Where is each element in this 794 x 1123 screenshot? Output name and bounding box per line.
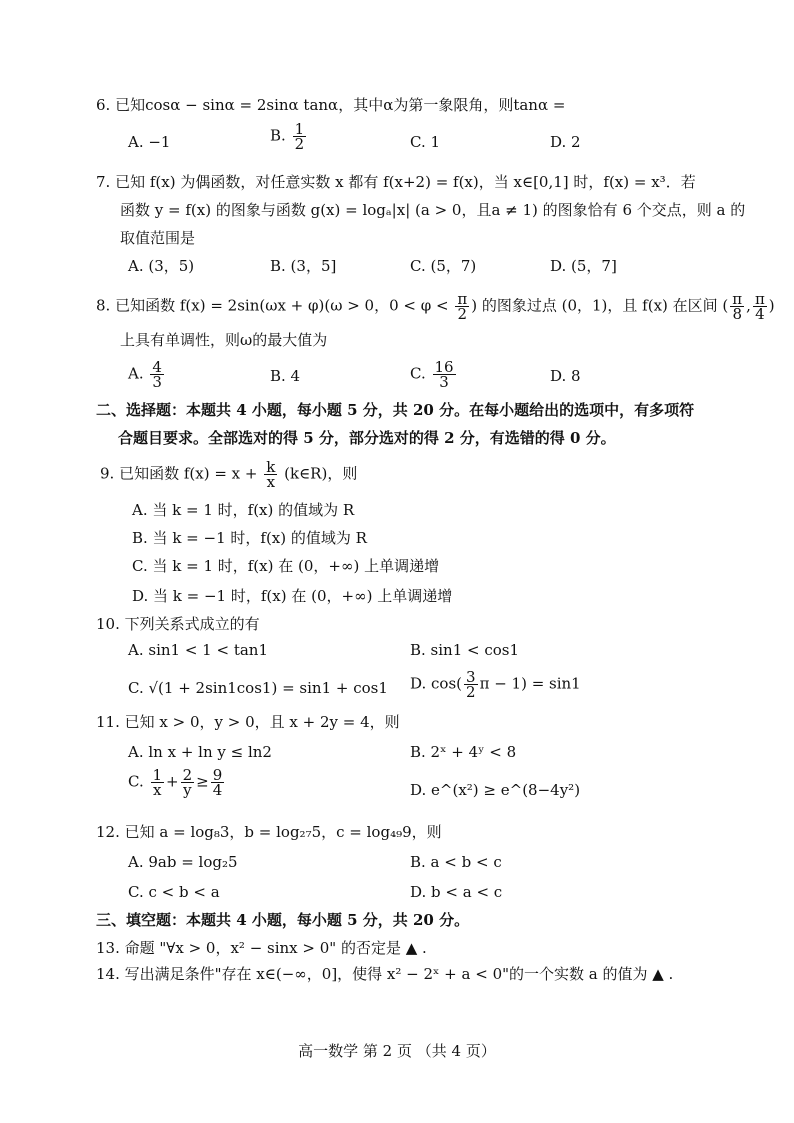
q12-option-b: B. a < b < c	[410, 853, 502, 871]
q12-option-c: C. c < b < a	[128, 883, 220, 901]
q10-option-d-part-a: D. cos(	[410, 674, 463, 693]
q10-stem: 10. 下列关系式成立的有	[96, 615, 260, 633]
fraction-numerator: 4	[152, 358, 162, 376]
fraction-numerator: 9	[212, 766, 223, 784]
q7-option-a: A. (3，5)	[128, 257, 195, 275]
q8-option-d: D. 8	[550, 367, 581, 385]
q11-option-c-fraction-3	[211, 768, 225, 797]
fraction-numerator: 3	[466, 668, 476, 686]
q7-line-2: 函数 y = f(x) 的图象与函数 g(x) = logₐ|x| (a > 0，且a ≠ 1) 的图象恰有 6 个交点，则 a 的	[120, 201, 746, 219]
q6-stem: 6. 已知cosα − sinα = 2sinα tanα，其中α为第一象限角，则tanα =	[96, 96, 566, 114]
fraction-numerator: 16	[434, 358, 454, 376]
q12-stem: 12. 已知 a = log₈3，b = log₂₇5，c = log₄₉9，则	[96, 823, 442, 841]
q11-option-c-ge: ≥	[196, 772, 209, 791]
q8-option-c	[410, 360, 458, 389]
q11-stem: 11. 已知 x > 0，y > 0，且 x + 2y = 4，则	[96, 713, 400, 731]
fraction-denominator: 2	[457, 305, 468, 323]
q6-option-a: A. −1	[128, 133, 171, 151]
q6-option-d: D. 2	[550, 133, 581, 151]
section-2-heading-line-1: 二、选择题：本题共 4 小题，每小题 5 分，共 20 分。在每小题给出的选项中，有多项符	[96, 401, 695, 419]
q10-option-c: C. √(1 + 2sin1cos1) = sin1 + cos1	[128, 679, 388, 697]
q8-line-2: 上具有单调性，则ω的最大值为	[120, 331, 328, 349]
section-3-heading: 三、填空题：本题共 4 小题，每小题 5 分，共 20 分。	[96, 911, 470, 929]
q12-option-a: A. 9ab = log₂5	[128, 853, 238, 871]
q11-option-c-label: C.	[128, 772, 144, 791]
fraction-numerator: 1	[294, 120, 305, 138]
q7-line-3: 取值范围是	[120, 229, 196, 247]
fraction-numerator: k	[266, 458, 276, 476]
fraction-denominator: 4	[755, 305, 765, 323]
fraction-numerator: π	[732, 290, 743, 308]
q8-option-c-label: C.	[410, 364, 426, 383]
q8-interval-start-fraction	[730, 292, 744, 321]
q6-option-b	[270, 122, 308, 151]
q8-option-b: B. 4	[270, 367, 301, 385]
q8-line-1-part-c: )	[768, 296, 775, 315]
q6-option-b-label: B.	[270, 126, 286, 145]
fraction-numerator: 2	[182, 766, 193, 784]
fraction-numerator: π	[754, 290, 765, 308]
q11-option-c	[128, 768, 226, 797]
q10-option-a: A. sin1 < 1 < tan1	[128, 641, 268, 659]
q9-stem-part-b: (k∈R)，则	[284, 464, 358, 483]
q9-option-a: A. 当 k = 1 时，f(x) 的值域为 R	[132, 501, 355, 519]
q9-option-d: D. 当 k = −1 时，f(x) 在 (0，+∞) 上单调递增	[132, 587, 453, 605]
q11-option-c-fraction-2	[181, 768, 195, 797]
q7-option-d: D. (5，7]	[550, 257, 617, 275]
q14-stem: 14. 写出满足条件"存在 x∈(−∞，0]，使得 x² − 2ˣ + a < 0"的一个实数 a 的值为 ▲ .	[96, 965, 674, 983]
q7-line-1: 7. 已知 f(x) 为偶函数，对任意实数 x 都有 f(x+2) = f(x)，当 x∈[0,1] 时，f(x) = x³．若	[96, 173, 696, 191]
fraction-denominator: 2	[294, 135, 305, 153]
q8-interval-end-fraction	[753, 292, 767, 321]
q10-option-d	[410, 670, 581, 699]
q12-option-d: D. b < a < c	[410, 883, 503, 901]
fraction-denominator: 4	[212, 781, 223, 799]
fraction-denominator: 2	[466, 683, 476, 701]
q9-option-c: C. 当 k = 1 时，f(x) 在 (0，+∞) 上单调递增	[132, 557, 440, 575]
q9-stem	[100, 460, 357, 489]
fraction-denominator: x	[153, 781, 162, 799]
q10-option-d-fraction	[464, 670, 478, 699]
q8-pi-half-fraction	[455, 292, 469, 321]
q11-option-a: A. ln x + ln y ≤ ln2	[128, 743, 272, 761]
q8-line-1-part-a: 8. 已知函数 f(x) = 2sin(ωx + φ)(ω > 0，0 < φ <	[96, 296, 449, 315]
fraction-denominator: 3	[152, 373, 162, 391]
q8-option-c-fraction	[433, 360, 456, 389]
q7-option-b: B. (3，5]	[270, 257, 337, 275]
fraction-numerator: π	[457, 290, 468, 308]
q8-option-a-label: A.	[128, 364, 144, 383]
q9-option-b: B. 当 k = −1 时，f(x) 的值域为 R	[132, 529, 367, 547]
section-2-heading-line-2: 合题目要求。全部选对的得 5 分，部分选对的得 2 分，有选错的得 0 分。	[118, 429, 616, 447]
fraction-denominator: 8	[732, 305, 742, 323]
q10-option-d-part-b: π − 1) = sin1	[479, 674, 581, 693]
q9-stem-part-a: 9. 已知函数 f(x) = x +	[100, 464, 258, 483]
q8-option-a-fraction	[150, 360, 164, 389]
q7-option-c: C. (5，7)	[410, 257, 477, 275]
q11-option-c-plus: +	[166, 772, 179, 791]
q8-option-a	[128, 360, 166, 389]
fraction-denominator: x	[266, 473, 276, 491]
q8-line-1-part-b: ) 的图象过点 (0，1)，且 f(x) 在区间 (	[471, 296, 729, 315]
page-footer: 高一数学 第 2 页 （共 4 页）	[298, 1042, 496, 1060]
q9-k-over-x-fraction	[264, 460, 277, 489]
q6-option-b-fraction	[293, 122, 307, 151]
q13-stem: 13. 命题 "∀x > 0，x² − sinx > 0" 的否定是 ▲ .	[96, 939, 427, 957]
q11-option-d: D. e^(x²) ≥ e^(8−4y²)	[410, 781, 581, 799]
q10-option-b: B. sin1 < cos1	[410, 641, 520, 659]
q6-option-c: C. 1	[410, 133, 441, 151]
fraction-denominator: 3	[439, 373, 449, 391]
fraction-denominator: y	[183, 781, 192, 799]
q11-option-b: B. 2ˣ + 4ʸ < 8	[410, 743, 517, 761]
q11-option-c-fraction-1	[151, 768, 165, 797]
fraction-numerator: 1	[152, 766, 163, 784]
q8-line-1: 8. 已知函数 f(x) = 2sin(ωx + φ)(ω > 0，0 < φ < $\frac{\pi}{2}$ ) 的图象过点 (0，1)，且 f(x) 在区间 ( $\frac{\pi}{8}$ , $\frac{\pi}{4}$ )	[96, 290, 775, 323]
